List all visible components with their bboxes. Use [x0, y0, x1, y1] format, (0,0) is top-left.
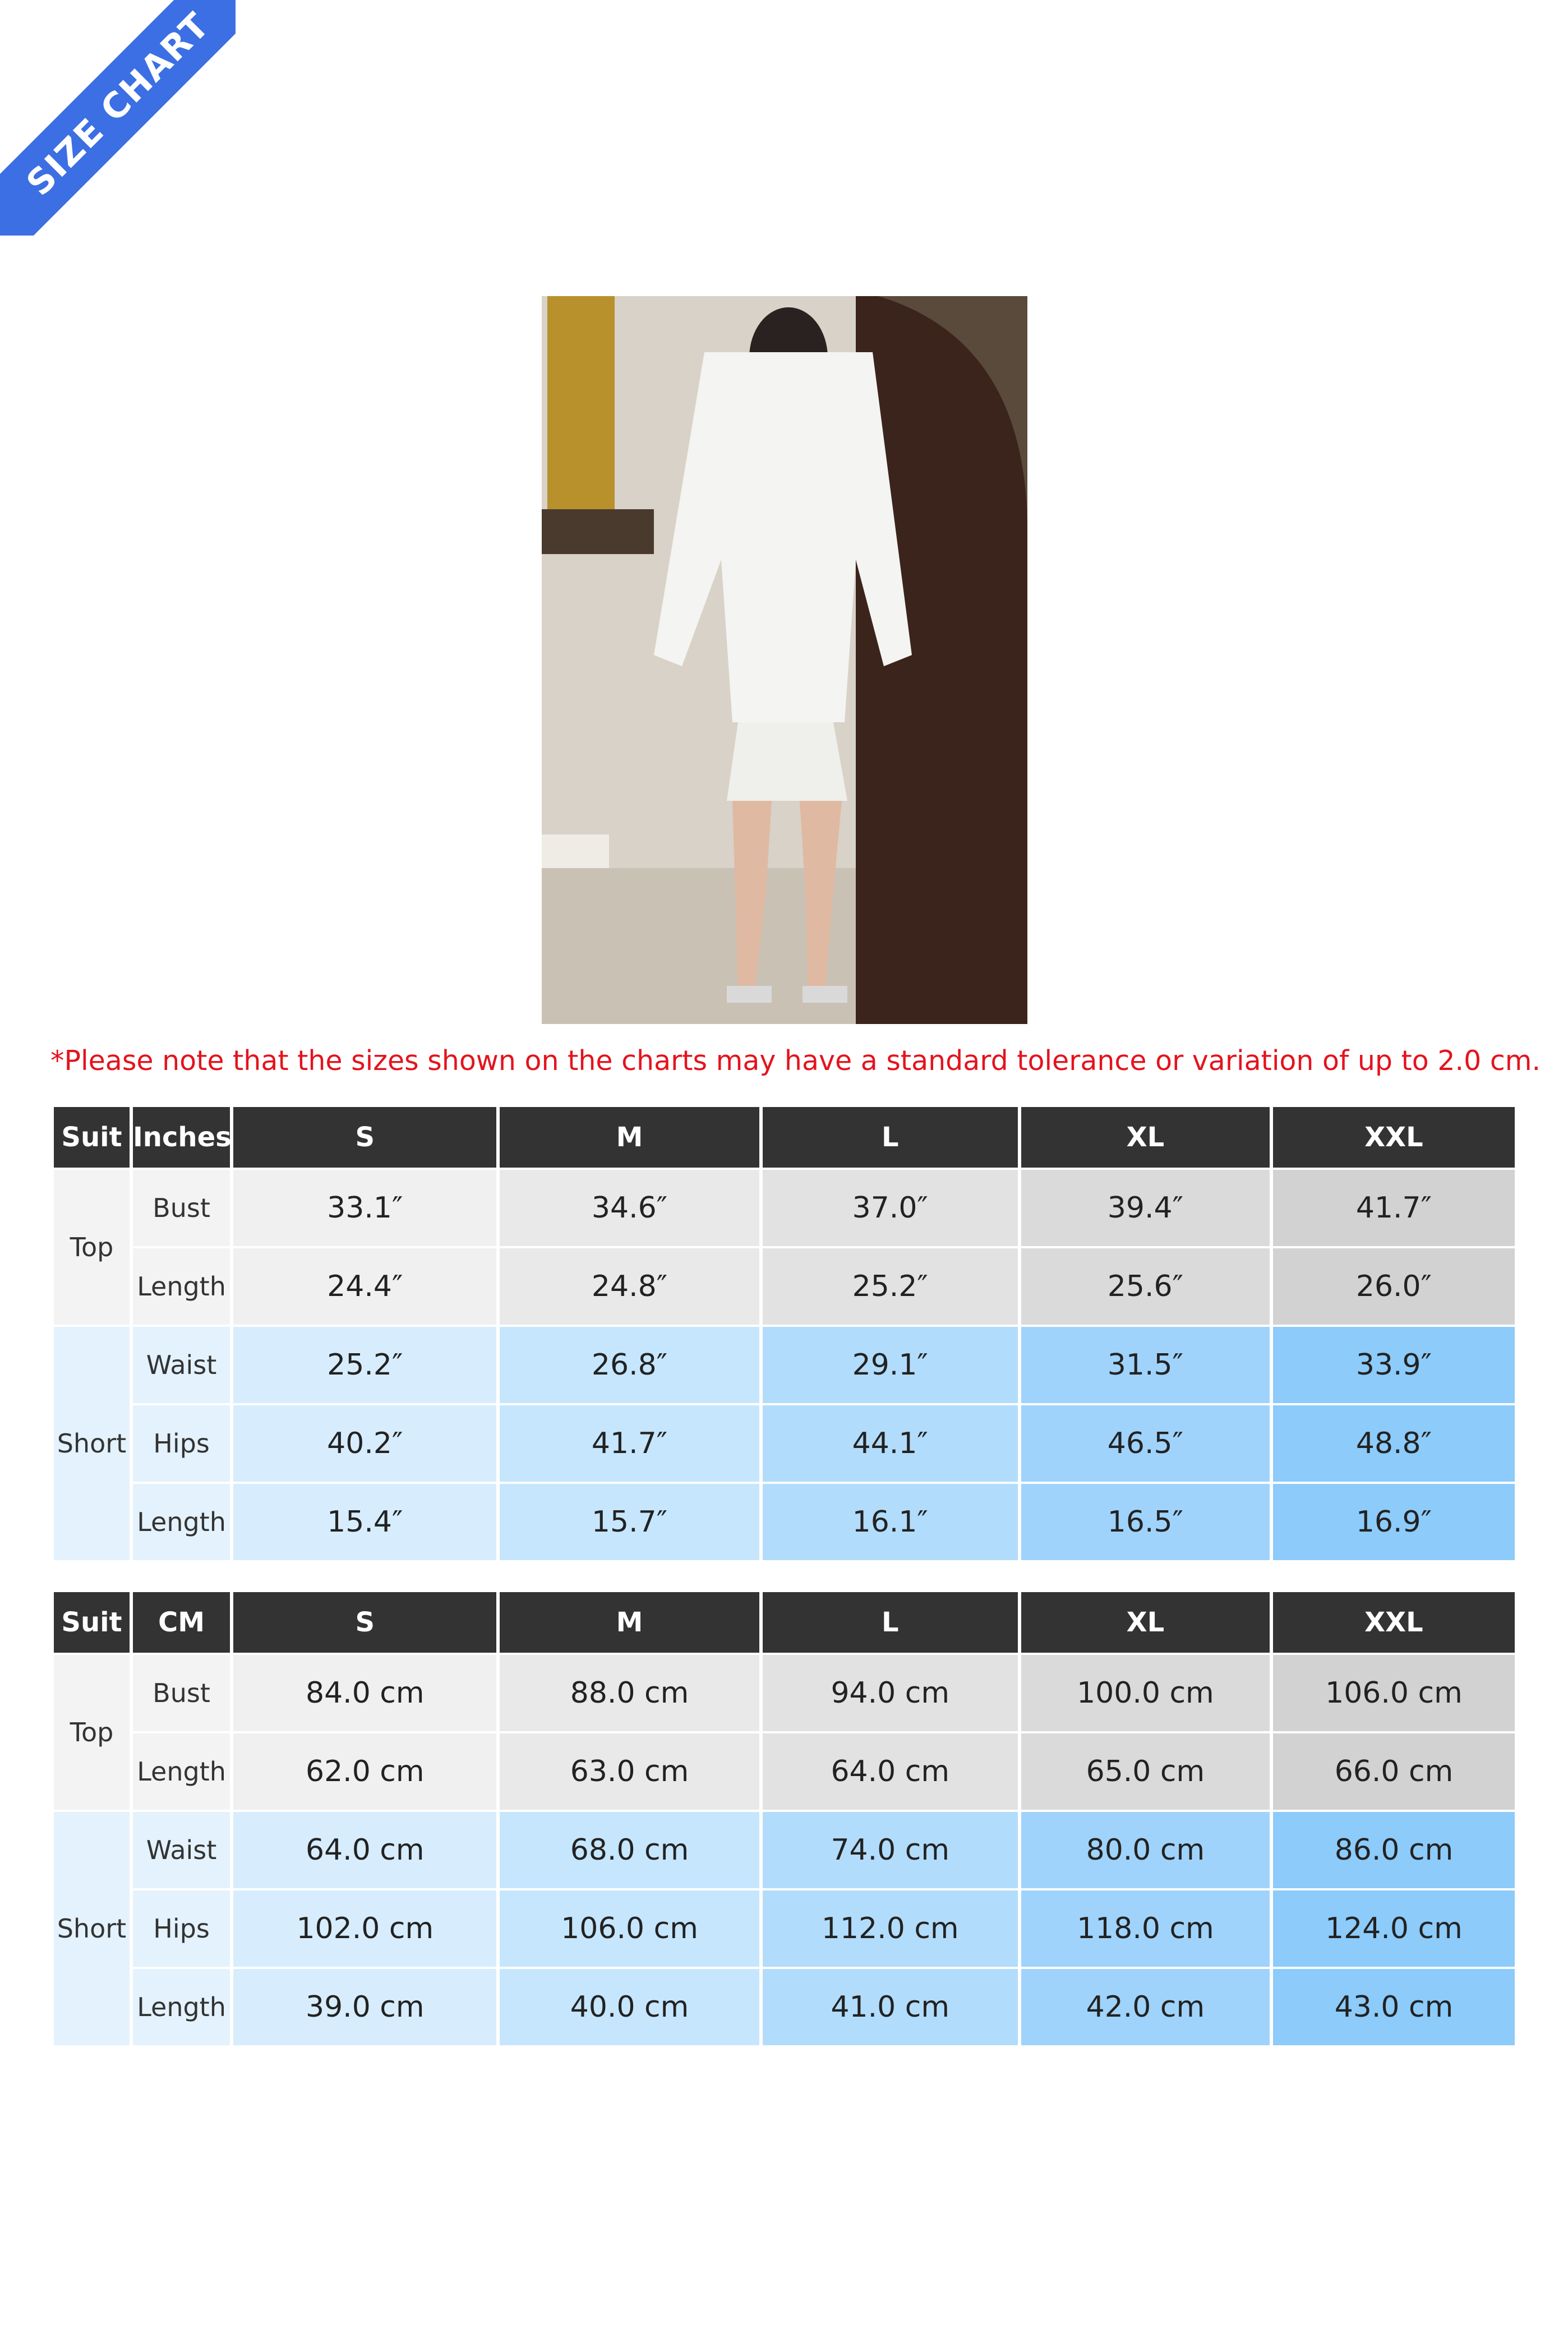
- value-cell: 112.0 cm: [763, 1890, 1018, 1967]
- group-top: Top: [54, 1655, 130, 1810]
- size-table-inches: [50, 1105, 1518, 1562]
- header-size-xxl: XXL: [1273, 1592, 1515, 1653]
- header-suit: Suit: [54, 1107, 130, 1168]
- value-cell: 74.0 cm: [763, 1812, 1018, 1888]
- table-row: [54, 1655, 1515, 1731]
- value-cell: 43.0 cm: [1273, 1969, 1515, 2045]
- header-unit: Inches: [133, 1107, 230, 1168]
- value-cell: 41.7″: [500, 1405, 759, 1482]
- header-suit: Suit: [54, 1592, 130, 1653]
- measure-label: Length: [133, 1248, 230, 1325]
- value-cell: 37.0″: [763, 1170, 1018, 1246]
- value-cell: 26.0″: [1273, 1248, 1515, 1325]
- table-row: [54, 1812, 1515, 1888]
- measure-label: Hips: [133, 1405, 230, 1482]
- value-cell: 124.0 cm: [1273, 1890, 1515, 1967]
- product-photo: [542, 296, 1027, 1024]
- value-cell: 88.0 cm: [500, 1655, 759, 1731]
- size-chart-ribbon: [0, 0, 236, 236]
- value-cell: 29.1″: [763, 1327, 1018, 1403]
- value-cell: 48.8″: [1273, 1405, 1515, 1482]
- size-table-cm: [50, 1590, 1518, 2047]
- value-cell: 40.0 cm: [500, 1969, 759, 2045]
- value-cell: 106.0 cm: [1273, 1655, 1515, 1731]
- value-cell: 24.4″: [233, 1248, 496, 1325]
- value-cell: 84.0 cm: [233, 1655, 496, 1731]
- measure-label: Length: [133, 1484, 230, 1560]
- table-row: [54, 1969, 1515, 2045]
- value-cell: 68.0 cm: [500, 1812, 759, 1888]
- value-cell: 26.8″: [500, 1327, 759, 1403]
- ribbon-label: SIZE CHART: [0, 0, 236, 236]
- table-row: [54, 1484, 1515, 1560]
- measure-label: Bust: [133, 1655, 230, 1731]
- value-cell: 33.1″: [233, 1170, 496, 1246]
- value-cell: 65.0 cm: [1021, 1733, 1270, 1810]
- value-cell: 40.2″: [233, 1405, 496, 1482]
- header-size-l: L: [763, 1592, 1018, 1653]
- value-cell: 41.7″: [1273, 1170, 1515, 1246]
- group-short: Short: [54, 1812, 130, 2045]
- value-cell: 16.9″: [1273, 1484, 1515, 1560]
- value-cell: 15.4″: [233, 1484, 496, 1560]
- header-size-s: S: [233, 1592, 496, 1653]
- value-cell: 39.0 cm: [233, 1969, 496, 2045]
- value-cell: 34.6″: [500, 1170, 759, 1246]
- value-cell: 33.9″: [1273, 1327, 1515, 1403]
- group-short: Short: [54, 1327, 130, 1560]
- table-row: [54, 1170, 1515, 1246]
- table-header-row: [54, 1592, 1515, 1653]
- header-size-xl: XL: [1021, 1107, 1270, 1168]
- header-size-m: M: [500, 1592, 759, 1653]
- value-cell: 44.1″: [763, 1405, 1018, 1482]
- value-cell: 80.0 cm: [1021, 1812, 1270, 1888]
- header-size-xxl: XXL: [1273, 1107, 1515, 1168]
- value-cell: 66.0 cm: [1273, 1733, 1515, 1810]
- group-top: Top: [54, 1170, 130, 1325]
- table-row: [54, 1405, 1515, 1482]
- value-cell: 42.0 cm: [1021, 1969, 1270, 2045]
- measure-label: Waist: [133, 1812, 230, 1888]
- value-cell: 41.0 cm: [763, 1969, 1018, 2045]
- measure-label: Hips: [133, 1890, 230, 1967]
- measure-label: Length: [133, 1733, 230, 1810]
- value-cell: 64.0 cm: [233, 1812, 496, 1888]
- value-cell: 62.0 cm: [233, 1733, 496, 1810]
- value-cell: 16.5″: [1021, 1484, 1270, 1560]
- header-size-l: L: [763, 1107, 1018, 1168]
- table-header-row: [54, 1107, 1515, 1168]
- value-cell: 94.0 cm: [763, 1655, 1018, 1731]
- table-row: [54, 1890, 1515, 1967]
- value-cell: 25.2″: [233, 1327, 496, 1403]
- value-cell: 16.1″: [763, 1484, 1018, 1560]
- value-cell: 100.0 cm: [1021, 1655, 1270, 1731]
- value-cell: 39.4″: [1021, 1170, 1270, 1246]
- table-row: [54, 1327, 1515, 1403]
- table-row: [54, 1733, 1515, 1810]
- measure-label: Length: [133, 1969, 230, 2045]
- header-size-m: M: [500, 1107, 759, 1168]
- table-row: [54, 1248, 1515, 1325]
- value-cell: 25.2″: [763, 1248, 1018, 1325]
- value-cell: 46.5″: [1021, 1405, 1270, 1482]
- header-size-s: S: [233, 1107, 496, 1168]
- value-cell: 25.6″: [1021, 1248, 1270, 1325]
- value-cell: 106.0 cm: [500, 1890, 759, 1967]
- header-size-xl: XL: [1021, 1592, 1270, 1653]
- value-cell: 102.0 cm: [233, 1890, 496, 1967]
- value-cell: 15.7″: [500, 1484, 759, 1560]
- value-cell: 63.0 cm: [500, 1733, 759, 1810]
- header-unit: CM: [133, 1592, 230, 1653]
- value-cell: 118.0 cm: [1021, 1890, 1270, 1967]
- size-tolerance-note: *Please note that the sizes shown on the charts may have a standard tolerance or variation of up to 2.0 cm.: [50, 1045, 1541, 1077]
- value-cell: 86.0 cm: [1273, 1812, 1515, 1888]
- value-cell: 64.0 cm: [763, 1733, 1018, 1810]
- measure-label: Bust: [133, 1170, 230, 1246]
- value-cell: 24.8″: [500, 1248, 759, 1325]
- value-cell: 31.5″: [1021, 1327, 1270, 1403]
- measure-label: Waist: [133, 1327, 230, 1403]
